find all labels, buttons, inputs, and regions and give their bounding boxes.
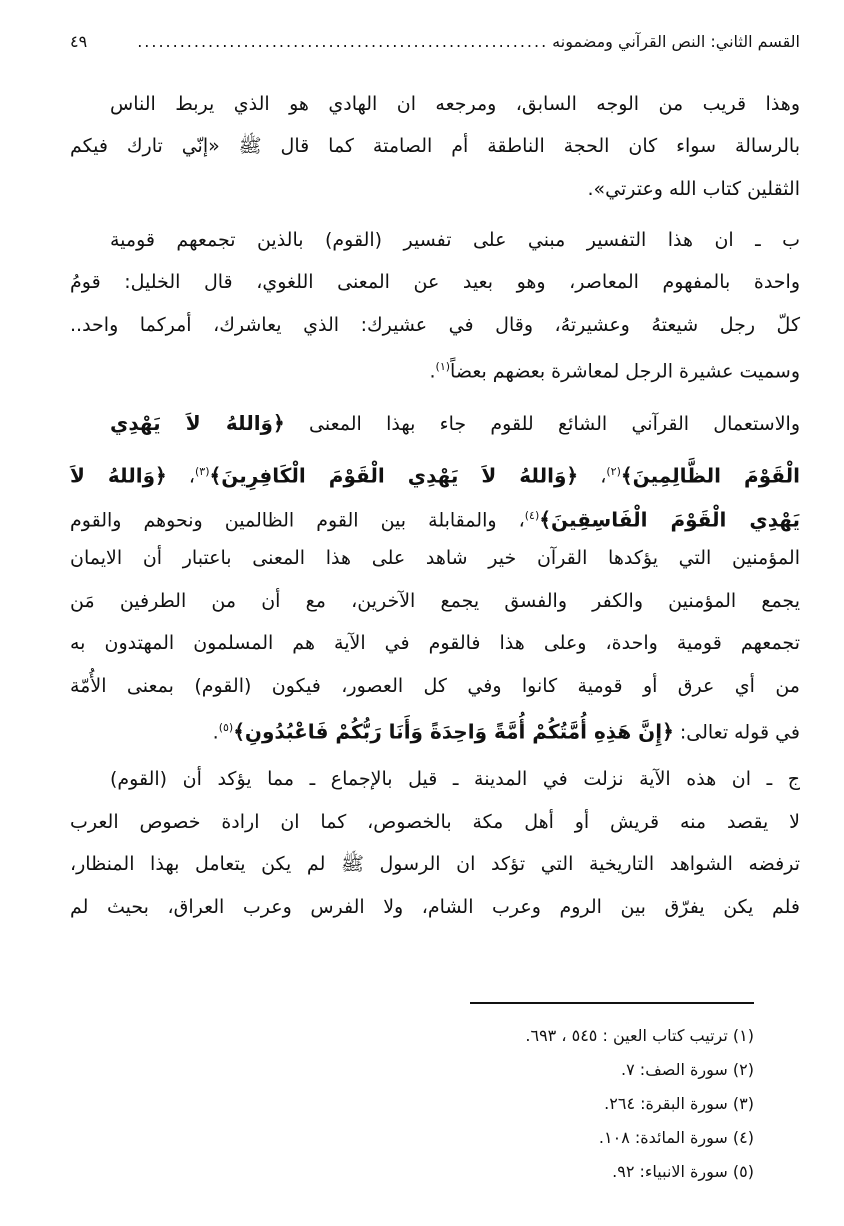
footnote: (١) ترتيب كتاب العين : ٥٤٥ ، ٦٩٣.: [525, 1026, 754, 1045]
body-line: [70, 501, 800, 535]
footnote: (٤) سورة المائدة: ١٠٨.: [598, 1128, 754, 1147]
footnote-divider: [470, 1002, 754, 1004]
footnote: (٥) سورة الانبياء: ٩٢.: [612, 1162, 754, 1181]
body-line: [110, 408, 800, 439]
separator: ،: [578, 465, 607, 488]
body-line: فلم يكن يفرّق بين الروم وعرب الشام، ولا الفرس وعرب العراق، بحيث لم: [70, 896, 800, 918]
body-line: واحدة بالمفهوم المعاصر، وهو بعيد عن المعنى اللغوي، قال الخليل: قومُ: [70, 271, 800, 293]
body-line: [70, 457, 800, 491]
body-line: تجمعهم قومية واحدة، وعلى هذا فالقوم في الآية هم المسلمون المهتدون به: [70, 632, 800, 654]
line-text: والاستعمال القرآني الشائع للقوم جاء بهذا المعنى: [284, 413, 800, 435]
body-line: ترفضه الشواهد التاريخية التي تؤكد ان الرسول ﷺ لم يكن يتعامل بهذا المنظار،: [70, 853, 800, 875]
body-line: من أي عرق أو قومية كانوا وفي كل العصور، فيكون (القوم) بمعنى الأُمّة: [70, 675, 800, 697]
body-line: الثقلين كتاب الله وعترتي».: [587, 178, 800, 200]
body-line: لا يقصد منه قريش أو أهل مكة بالخصوص، كما ان ارادة خصوص العرب: [70, 811, 800, 833]
body-line: يجمع المؤمنين والكفر والفسق يجمع الآخرين، مع أن من الطرفين مَن: [70, 590, 800, 612]
punct: .: [429, 360, 436, 383]
footnote: (٣) سورة البقرة: ٢٦٤.: [604, 1094, 754, 1113]
footnote-ref: (٣): [194, 465, 210, 478]
body-line: بالرسالة سواء كان الحجة الناطقة أم الصامتة كما قال ﷺ «إنّي تارك فيكم: [70, 135, 800, 157]
body-line: وهذا قريب من الوجه السابق، ومرجعه ان الهادي هو الذي يربط الناس: [110, 93, 800, 115]
line-text: ، والمقابلة بين القوم الظالمين ونحوهم والقوم: [70, 509, 525, 532]
footnote-ref: (٢): [606, 465, 621, 478]
body-line: [70, 713, 800, 747]
footnote-ref: (١): [435, 360, 451, 373]
body-line: كلّ رجل شيعتهُ وعشيرتهُ، وقال في عشيرك: الذي يعاشرك، أمركما واحد..: [70, 314, 800, 336]
quran-verse: ﴿وَاللهُ لاَ: [70, 463, 167, 488]
body-line: ج ـ ان هذه الآية نزلت في المدينة ـ قيل بالإجماع ـ مما يؤكد أن (القوم): [110, 768, 800, 790]
footnote-ref: (٥): [218, 721, 234, 734]
quran-verse: الْقَوْمَ الظَّالِمِينَ﴾: [620, 463, 800, 488]
body-line: [70, 352, 800, 386]
body-line: المؤمنين التي يؤكدها القرآن خير شاهد على هذا المعنى باعتبار أن الايمان: [70, 547, 800, 569]
leader-dots: ..........................................................: [137, 32, 549, 51]
quran-verse: ﴿وَاللهُ لاَ يَهْدِي الْقَوْمَ الْكَافِرِينَ﴾: [209, 463, 579, 488]
page-number: ٤٩: [70, 32, 88, 51]
quran-verse: يَهْدِي الْقَوْمَ الْفَاسِقِينَ﴾: [539, 507, 800, 532]
running-header: [70, 32, 800, 51]
line-text: وسميت عشيرة الرجل لمعاشرة بعضهم بعضاً: [450, 360, 800, 383]
chapter-title: القسم الثاني: النص القرآني ومضمونه: [552, 32, 800, 51]
footnote: (٢) سورة الصف: ٧.: [621, 1060, 754, 1079]
quran-verse: ﴿إِنَّ هَذِهِ أُمَّتُكُمْ أُمَّةً وَاحِدَةً وَأَنَا رَبُّكُمْ فَاعْبُدُونِ﴾: [233, 719, 674, 744]
quran-verse: ﴿وَاللهُ لاَ يَهْدِي: [110, 411, 285, 435]
footnote-ref: (٤): [524, 509, 540, 522]
line-text: في قوله تعالى:: [673, 721, 800, 744]
separator: ،: [166, 465, 195, 488]
body-line: ب ـ ان هذا التفسير مبني على تفسير (القوم) بالذين تجمعهم قومية: [110, 229, 800, 251]
punct: .: [212, 721, 219, 744]
